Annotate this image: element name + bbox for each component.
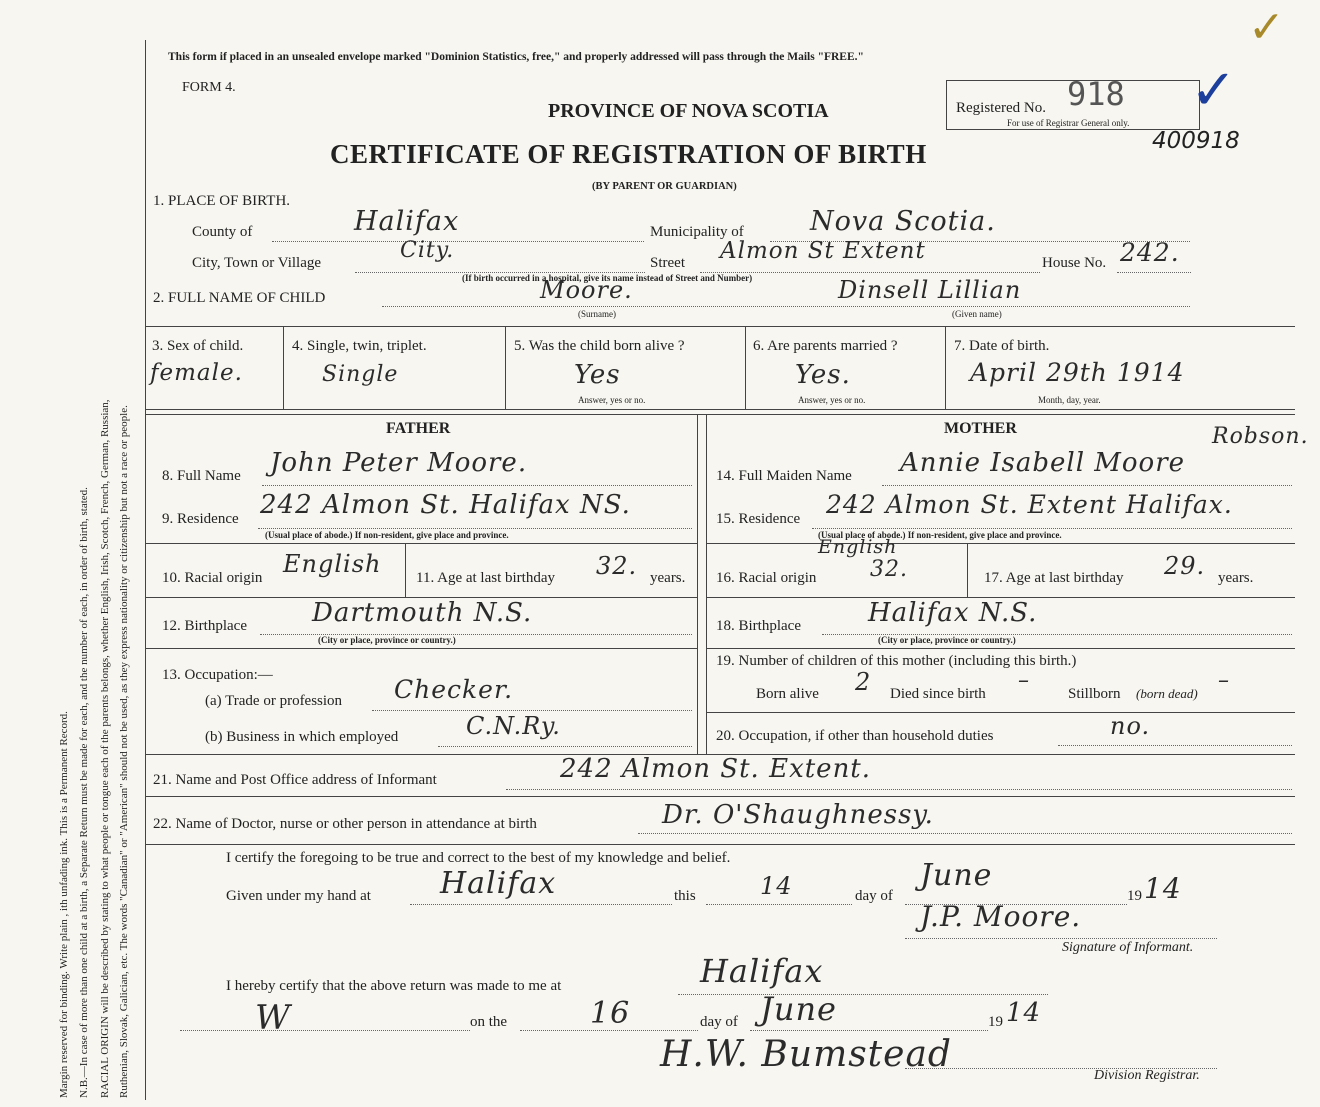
multiple-birth-note: N.B.—In case of more than one child at a birth, a Separate Return must be made for each, and the number of each, in order of birth, stated. (78, 487, 90, 1098)
certificate-title: CERTIFICATE OF REGISTRATION OF BIRTH (330, 139, 927, 169)
mother-age-value: 29. (1164, 552, 1206, 580)
registrar-statement: I hereby certify that the above return was made to me at (226, 978, 562, 994)
mother-occupation-value: no. (1110, 712, 1151, 740)
mother-years: years. (1218, 570, 1254, 586)
father-heading: FATHER (386, 420, 451, 437)
county-label: County of (192, 224, 253, 240)
married-value: Yes. (795, 360, 851, 390)
father-birthplace-value: Dartmouth N.S. (312, 598, 533, 628)
surname-note: (Surname) (578, 309, 616, 319)
mother-heading: MOTHER (944, 420, 1017, 437)
house-value: 242. (1120, 238, 1180, 267)
child-surname: Moore. (540, 276, 633, 304)
place-of-birth-label: 1. PLACE OF BIRTH. (153, 193, 291, 209)
given-note: (Given name) (952, 309, 1002, 319)
check-mark-icon: ✓ (1190, 60, 1237, 122)
divider (145, 409, 1295, 410)
registrar-mark: W (255, 998, 291, 1038)
mother-name-correction: Robson. (1212, 424, 1309, 449)
registration-year: 14 (1006, 998, 1042, 1028)
mother-name-label: 14. Full Maiden Name (716, 468, 852, 484)
mother-birthplace-value: Halifax N.S. (868, 598, 1038, 628)
multiple-value: Single (322, 362, 399, 387)
registrar-place: Halifax (700, 952, 824, 990)
line (372, 710, 692, 711)
father-residence-value: 242 Almon St. Halifax NS. (260, 490, 631, 520)
line (506, 789, 1292, 790)
postal-note: This form if placed in an unsealed envelope marked "Dominion Statistics, free," and properly addressed will pass through the Mails "FREE." (168, 51, 864, 63)
registrar-signature: H.W. Bumstead (660, 1034, 952, 1075)
municipality-label: Municipality of (650, 224, 744, 240)
county-line (272, 241, 644, 242)
stillborn-note: (born dead) (1136, 686, 1198, 701)
day-of-label: day of (855, 888, 893, 904)
registered-value: 918 (1067, 75, 1125, 113)
dob-label: 7. Date of birth. (954, 338, 1050, 354)
father-residence-note: (Usual place of abode.) If non-resident, give place and province. (265, 530, 509, 540)
multiple-label: 4. Single, twin, triplet. (292, 338, 427, 354)
business-value: C.N.Ry. (466, 712, 561, 740)
divider (145, 326, 1295, 327)
divider (706, 712, 1295, 713)
divider (145, 796, 1295, 797)
city-label: City, Town or Village (192, 255, 322, 271)
dob-note: Month, day, year. (1038, 395, 1101, 405)
line (678, 994, 1048, 995)
racial-origin-note-cont: Ruthenian, Slovak, Galician, etc. The words "Canadian" or "American" should not be used, as they express nationality or citizenship but not a race or people. (118, 405, 130, 1098)
reg-year-prefix: 19 (988, 1014, 1003, 1030)
house-label: House No. (1042, 255, 1107, 271)
informant-signature-label: Signature of Informant. (1062, 940, 1194, 955)
stillborn-label: Stillborn (1068, 686, 1121, 702)
father-age-value: 32. (596, 552, 638, 580)
divider (145, 414, 1295, 415)
married-note: Answer, yes or no. (798, 395, 866, 405)
certify-year: 14 (1144, 872, 1182, 905)
divider (967, 543, 968, 597)
child-name-line (382, 306, 1190, 307)
informant-value: 242 Almon St. Extent. (560, 754, 872, 784)
street-value: Almon St Extent (720, 238, 926, 264)
born-alive-count-value: 2 (855, 668, 872, 696)
line (812, 528, 1292, 529)
hospital-note: (If birth occurred in a hospital, give its name instead of Street and Number) (462, 273, 753, 283)
mother-residence-value: 242 Almon St. Extent Halifax. (826, 490, 1233, 519)
father-name-label: 8. Full Name (162, 468, 241, 484)
trade-value: Checker. (394, 675, 514, 704)
mother-birthplace-note: (City or place, province or country.) (878, 635, 1016, 645)
divider (706, 543, 1295, 544)
line (750, 1030, 988, 1031)
registration-day: 16 (590, 996, 631, 1031)
father-age-label: 11. Age at last birthday (416, 570, 555, 586)
mother-birthplace-label: 18. Birthplace (716, 618, 801, 634)
divider (745, 326, 746, 409)
form-number: FORM 4. (182, 80, 236, 95)
stillborn-value: – (1218, 668, 1230, 693)
trade-label: (a) Trade or profession (205, 693, 343, 709)
father-birthplace-label: 12. Birthplace (162, 618, 247, 634)
center-divider (706, 414, 707, 754)
mother-occupation-label: 20. Occupation, if other than household duties (716, 728, 994, 744)
divider (283, 326, 284, 409)
father-race-value: English (283, 550, 382, 578)
mother-residence-label: 15. Residence (716, 511, 801, 527)
left-border (145, 40, 146, 1100)
mother-age-label: 17. Age at last birthday (984, 570, 1124, 586)
year-prefix: 19 (1127, 888, 1142, 904)
doctor-label: 22. Name of Doctor, nurse or other person in attendance at birth (153, 816, 537, 832)
divider (706, 648, 1295, 649)
line (905, 938, 1217, 939)
father-years: years. (650, 570, 686, 586)
sex-label: 3. Sex of child. (152, 338, 244, 354)
division-registrar-label: Division Registrar. (1094, 1068, 1200, 1083)
this-label: this (674, 888, 696, 904)
line (1058, 745, 1292, 746)
divider (145, 844, 1295, 845)
province-heading: PROVINCE OF NOVA SCOTIA (548, 100, 829, 122)
tick-mark-icon: ✓ (1248, 3, 1285, 52)
mother-race-correction: English (818, 536, 898, 558)
died-since-birth-value: – (1018, 668, 1030, 693)
given-under-label: Given under my hand at (226, 888, 371, 904)
sex-value: female. (150, 360, 243, 386)
certify-statement: I certify the foregoing to be true and correct to the best of my knowledge and belief. (226, 850, 731, 866)
line (706, 904, 852, 905)
dob-value: April 29th 1914 (970, 358, 1185, 387)
line (262, 485, 692, 486)
on-the-label: on the (470, 1014, 508, 1030)
born-alive-count-label: Born alive (756, 686, 819, 702)
line (180, 1030, 470, 1031)
municipality-value: Nova Scotia. (810, 206, 996, 237)
mother-residence-note: (Usual place of abode.) If non-resident, give place and province. (818, 530, 1062, 540)
registered-box (946, 75, 1200, 130)
born-alive-note: Answer, yes or no. (578, 395, 646, 405)
line (258, 528, 692, 529)
informant-signature: J.P. Moore. (920, 900, 1082, 933)
divider (505, 326, 506, 409)
divider (145, 543, 697, 544)
divider (945, 326, 946, 409)
line (882, 485, 1292, 486)
racial-origin-note: RACIAL ORIGIN will be described by stating to what people or tongue each of the parents belongs, whether English, Irish, Scotch, French, German, Russian, (99, 399, 111, 1098)
child-given-name: Dinsell Lillian (838, 276, 1022, 304)
father-name-value: John Peter Moore. (270, 448, 528, 478)
born-alive-label: 5. Was the child born alive ? (514, 338, 685, 354)
born-alive-value: Yes (574, 360, 621, 390)
certificate-subtitle: (BY PARENT OR GUARDIAN) (592, 181, 737, 192)
line (438, 746, 692, 747)
mother-name-value: Annie Isabell Moore (900, 448, 1186, 478)
reg-day-of-label: day of (700, 1014, 738, 1030)
children-count-label: 19. Number of children of this mother (including this birth.) (716, 653, 1077, 669)
certify-place: Halifax (440, 866, 557, 901)
center-divider (697, 414, 698, 754)
informant-label: 21. Name and Post Office address of Informant (153, 772, 437, 788)
binding-margin-note: Margin reserved for binding. Write plain , ith unfading ink. This is a Permanent Record. (58, 711, 70, 1098)
business-label: (b) Business in which employed (205, 729, 399, 745)
county-value: Halifax (354, 206, 460, 237)
line (410, 904, 672, 905)
registered-label: Registered No. (956, 100, 1046, 116)
city-value: City. (400, 238, 455, 263)
street-label: Street (650, 255, 685, 271)
certify-day: 14 (760, 872, 793, 900)
father-birthplace-note: (City or place, province or country.) (318, 635, 456, 645)
mother-race-value: 32. (870, 557, 908, 582)
certify-month: June (920, 858, 993, 893)
line (638, 833, 1292, 834)
occupation-label: 13. Occupation:— (162, 667, 273, 683)
father-residence-label: 9. Residence (162, 511, 239, 527)
married-label: 6. Are parents married ? (753, 338, 898, 354)
died-since-birth-label: Died since birth (890, 686, 986, 702)
mother-race-label: 16. Racial origin (716, 570, 817, 586)
registration-month: June (760, 990, 837, 1028)
child-name-label: 2. FULL NAME OF CHILD (153, 290, 326, 306)
registrar-note: For use of Registrar General only. (1007, 118, 1130, 128)
registry-number: 400918 (1152, 128, 1240, 154)
divider (405, 543, 406, 597)
doctor-value: Dr. O'Shaughnessy. (662, 800, 934, 830)
house-line (1117, 272, 1191, 273)
father-race-label: 10. Racial origin (162, 570, 263, 586)
divider (145, 648, 697, 649)
